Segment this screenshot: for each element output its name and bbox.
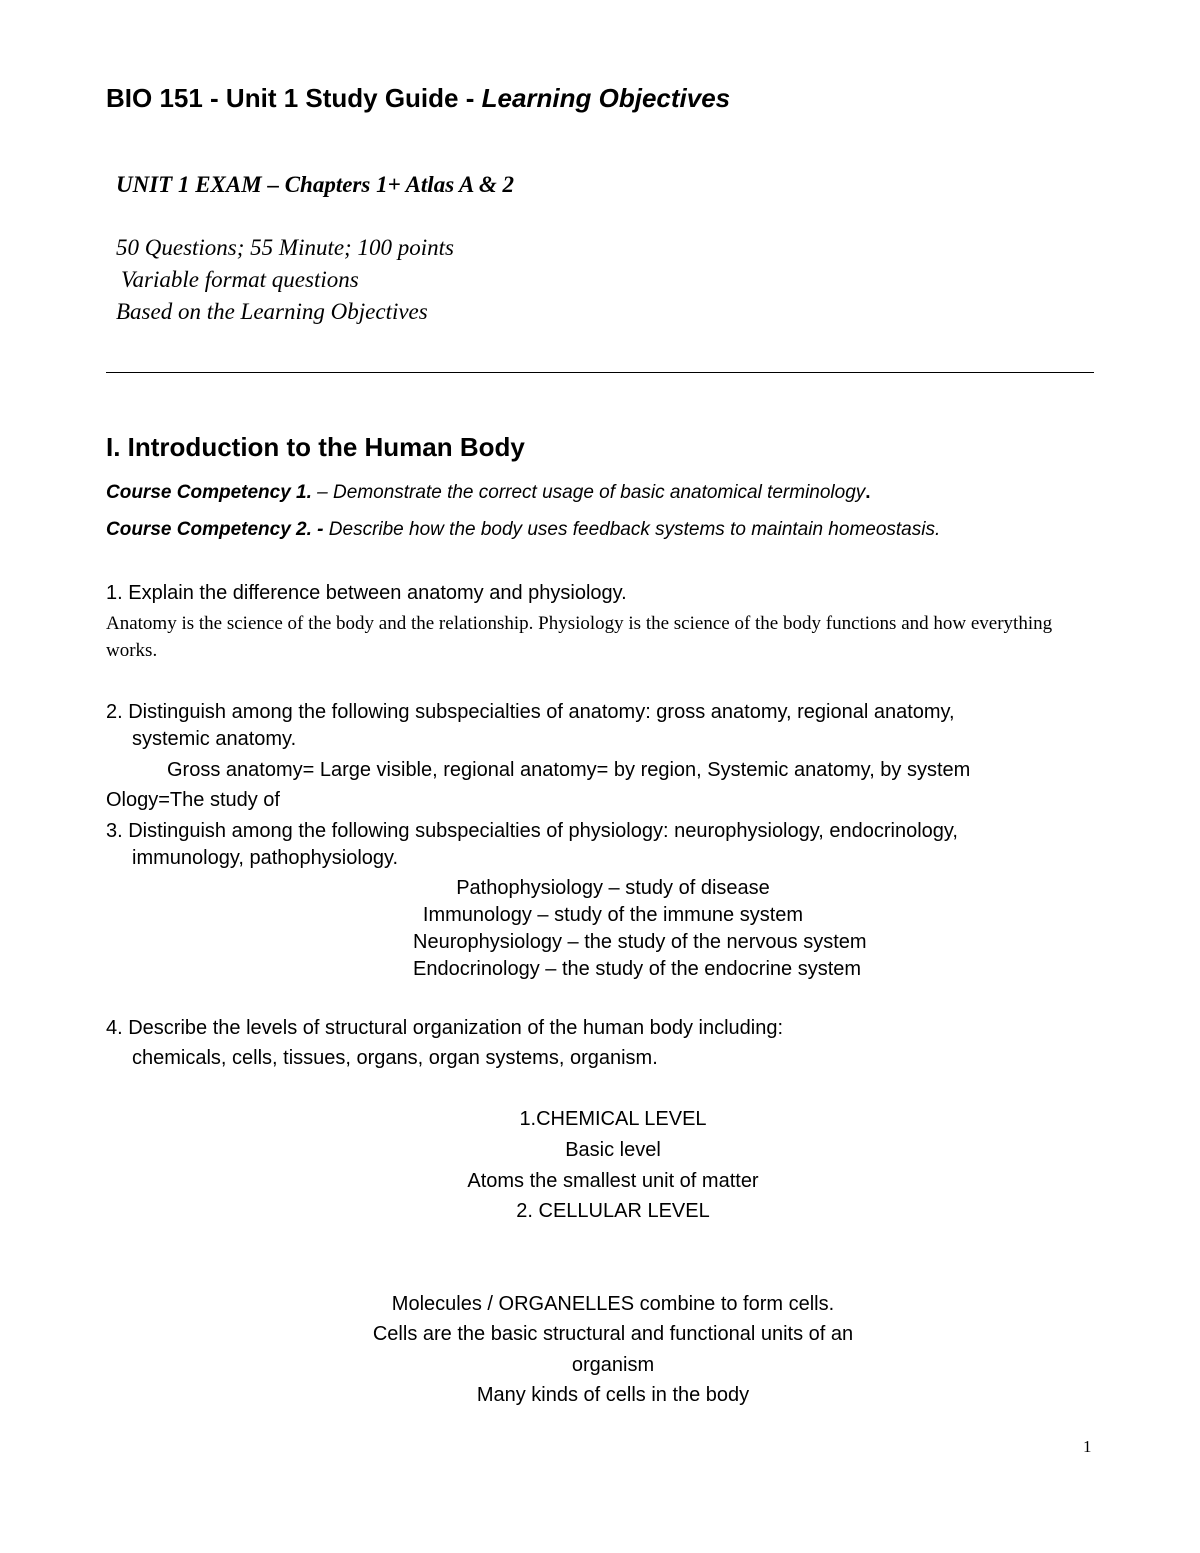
level-line: 1.CHEMICAL LEVEL: [519, 1108, 707, 1130]
question-4-line-1: 4. Describe the levels of structural organization of the human body including:: [106, 1017, 784, 1039]
exam-info-line-2: Variable format questions: [121, 267, 359, 292]
competency-1-period: .: [865, 482, 871, 503]
question-3-line-1: 3. Distinguish among the following subspecialties of physiology: neurophysiology, endocrinology,: [106, 820, 958, 842]
exam-heading: UNIT 1 EXAM – Chapters 1+ Atlas A & 2: [116, 172, 515, 197]
answer-3-item: Pathophysiology – study of disease: [456, 877, 770, 899]
course-competency-2: [106, 519, 940, 541]
level-line: Molecules / ORGANELLES combine to form cells.: [391, 1293, 835, 1315]
course-competency-1: [106, 482, 871, 504]
page-number: 1: [1083, 1437, 1092, 1456]
level-line: 2. CELLULAR LEVEL: [516, 1200, 710, 1222]
competency-2-text: Describe how the body uses feedback systems to maintain homeostasis.: [323, 519, 941, 540]
level-line: Basic level: [565, 1139, 661, 1161]
level-line: organism: [571, 1354, 655, 1376]
question-3-line-2: immunology, pathophysiology.: [132, 847, 399, 869]
answer-3-item: Immunology – study of the immune system: [422, 904, 804, 926]
exam-info-line-3: Based on the Learning Objectives: [116, 299, 428, 324]
page-title-italic: Learning Objectives: [481, 83, 731, 113]
competency-1-label: Course Competency 1.: [106, 482, 312, 503]
answer-3-item: Neurophysiology – the study of the nervous system: [413, 931, 867, 953]
exam-info-line-1: 50 Questions; 55 Minute; 100 points: [116, 235, 454, 260]
question-2-line-2: systemic anatomy.: [132, 728, 297, 750]
page-title: [106, 83, 730, 114]
level-line: Many kinds of cells in the body: [476, 1384, 750, 1406]
answer-2-line-2: Ology=The study of: [106, 789, 280, 811]
competency-1-text: – Demonstrate the correct usage of basic anatomical terminology: [311, 482, 866, 503]
question-1: 1. Explain the difference between anatomy and physiology.: [106, 582, 627, 604]
competency-2-label: Course Competency 2. -: [106, 519, 324, 540]
question-2-line-1: 2. Distinguish among the following subspecialties of anatomy: gross anatomy, regional anatomy,: [106, 701, 955, 723]
answer-2-line-1: Gross anatomy= Large visible, regional anatomy= by region, Systemic anatomy, by system: [167, 759, 971, 781]
level-line: Atoms the smallest unit of matter: [467, 1170, 759, 1192]
answer-1: Anatomy is the science of the body and the relationship. Physiology is the science of the body functions and how everything works.: [106, 613, 1053, 661]
page-title-main: BIO 151 - Unit 1 Study Guide -: [106, 83, 482, 113]
level-line: Cells are the basic structural and functional units of an: [372, 1323, 854, 1345]
answer-3-item: Endocrinology – the study of the endocrine system: [413, 958, 862, 980]
section-heading: I. Introduction to the Human Body: [106, 432, 525, 462]
question-4-line-2: chemicals, cells, tissues, organs, organ systems, organism.: [132, 1047, 658, 1069]
horizontal-divider: [106, 372, 1094, 373]
